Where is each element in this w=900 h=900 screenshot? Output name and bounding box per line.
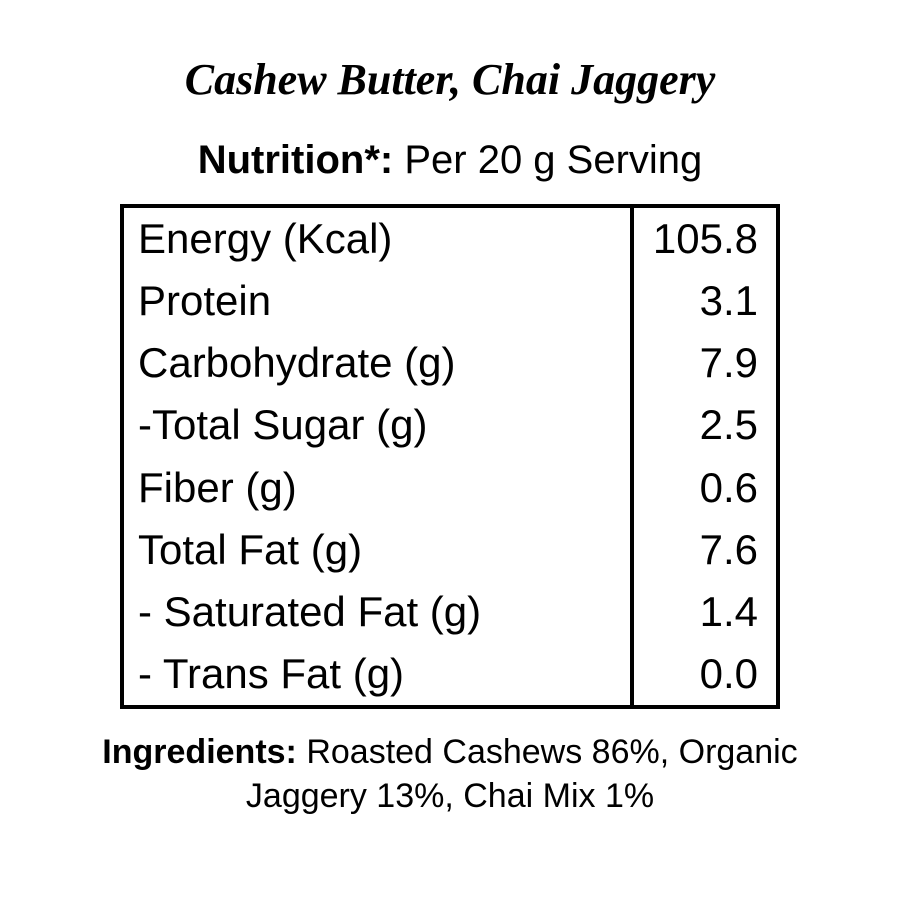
page-title: Cashew Butter, Chai Jaggery (184, 55, 716, 104)
nutrient-value: 3.1 (699, 277, 758, 325)
nutrition-heading-serving: Per 20 g Serving (393, 138, 703, 182)
nutrient-name: Energy (Kcal) (122, 206, 632, 270)
nutrient-name: - Trans Fat (g) (122, 643, 632, 707)
table-row (122, 332, 778, 394)
nutrient-name: Protein (122, 270, 632, 332)
table-row (122, 457, 778, 519)
nutrient-value: 7.9 (699, 339, 758, 387)
nutrient-value: 7.6 (699, 525, 758, 573)
nutrient-value: 0.6 (699, 463, 758, 511)
table-row (122, 519, 778, 581)
table-row (122, 394, 778, 456)
ingredients-section (50, 731, 850, 818)
ingredients-label: Ingredients: (102, 733, 297, 772)
nutrient-name: Total Fat (g) (122, 519, 632, 581)
table-row (122, 270, 778, 332)
nutrition-heading (198, 140, 703, 180)
nutrient-value: 0.0 (699, 650, 758, 698)
nutrient-name: Carbohydrate (g) (122, 332, 632, 394)
nutrition-table-body (122, 206, 778, 707)
nutrition-heading-bold: Nutrition*: (197, 138, 394, 182)
nutrient-name: -Total Sugar (g) (122, 394, 632, 456)
nutrient-value: 2.5 (699, 401, 758, 449)
table-row (122, 581, 778, 643)
table-row (122, 206, 778, 270)
table-row (122, 643, 778, 707)
nutrient-name: - Saturated Fat (g) (122, 581, 632, 643)
nutrient-value: 1.4 (699, 587, 758, 635)
nutrient-name: Fiber (g) (122, 457, 632, 519)
nutrient-value: 105.8 (652, 215, 758, 262)
ingredients-text: Roasted Cashews 86%, Organic Jaggery 13%, Chai Mix 1% (245, 733, 798, 815)
nutrition-facts-table (120, 204, 780, 709)
